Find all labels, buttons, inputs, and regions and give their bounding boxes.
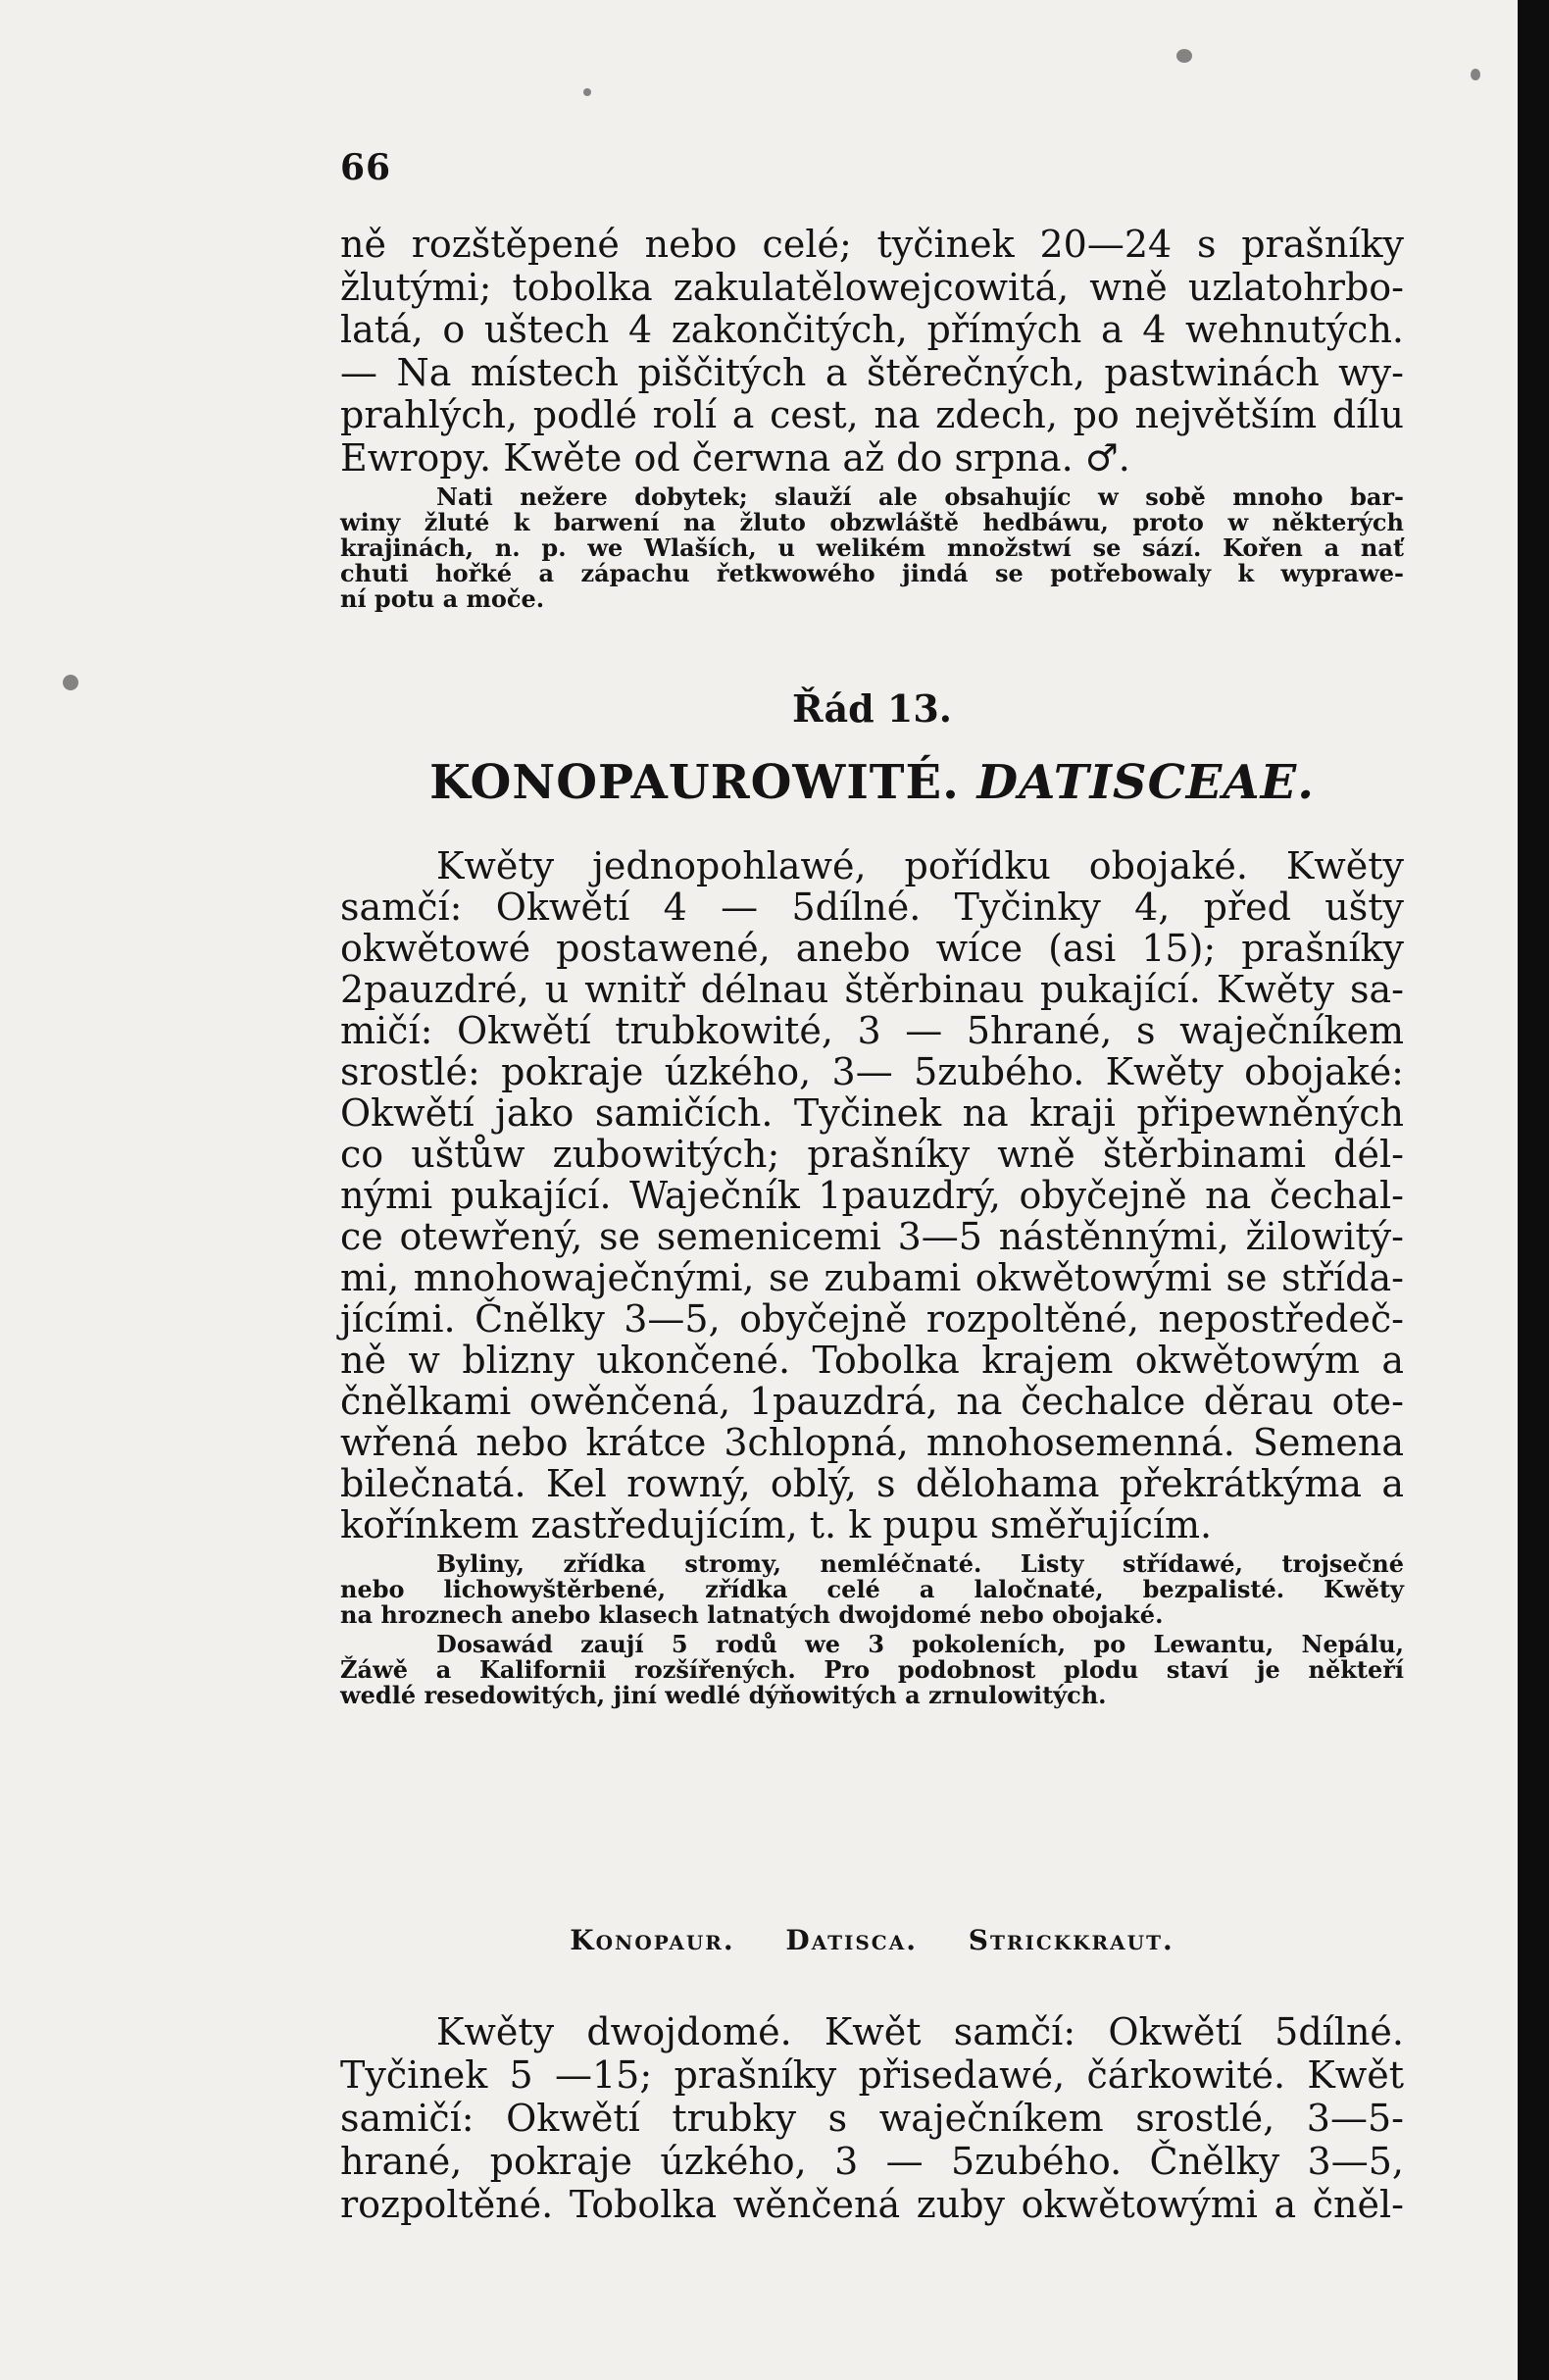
- text-line: Nati nežere dobytek; slauží ale obsahujíc w sobě mnoho bar-: [436, 482, 1404, 511]
- text-line: ce otewřený, se semenicemi 3—5 nástěnnými, žilowitý-: [340, 1215, 1404, 1258]
- text-line: samčí: Okwětí 4 — 5dílné. Tyčinky 4, před ušty: [340, 886, 1404, 929]
- text-line: Ewropy. Kwěte od čerwna až do srpna. ♂.: [340, 435, 1130, 480]
- text-line: Žáwě a Kalifornii rozšířených. Pro podobnost plodu staví je někteří: [340, 1655, 1404, 1684]
- text-line: Dosawád zaují 5 rodů we 3 pokoleních, po Lewantu, Nepálu,: [436, 1630, 1404, 1658]
- paragraph-family-description: [340, 845, 1404, 1545]
- text-line: čnělkami owěnčená, 1pauzdrá, na čechalce děrau ote-: [340, 1380, 1404, 1423]
- text-line: prahlých, podlé rolí a cest, na zdech, po největším dílu: [340, 393, 1404, 436]
- page-number: 66: [340, 147, 392, 188]
- text-line: 2pauzdré, u wnitř délnau štěrbinau pukající. Kwěty sa-: [340, 968, 1404, 1011]
- text-line: chuti hořké a zápachu řetkwowého jindá se potřebowaly k wyprawe-: [340, 559, 1404, 587]
- paper-speck: [1471, 69, 1480, 80]
- text-line: latá, o uštech 4 zakončitých, přímých a 4 wehnutých.: [340, 308, 1404, 351]
- text-line: — Na místech piščitých a štěrečných, pastwinách wy-: [340, 350, 1404, 394]
- text-line: Tyčinek 5 —15; prašníky přisedawé, čárkowité. Kwět: [340, 2053, 1404, 2097]
- text-line: bilečnatá. Kel rowný, oblý, s dělohama překrátkýma a: [340, 1462, 1404, 1505]
- genus-name-latin: Datisca.: [785, 1924, 918, 1956]
- text-line: wedlé resedowitých, jiní wedlé dýňowitých a zrnulowitých.: [340, 1681, 1107, 1709]
- text-line: nebo lichowyštěrbené, zřídka celé a laločnaté, bezpalisté. Kwěty: [340, 1575, 1404, 1603]
- text-line: Kwěty jednopohlawé, pořídku obojaké. Kwěty: [436, 844, 1404, 887]
- text-line: hrané, pokraje úzkého, 3 — 5zubého. Čnělky 3—5,: [340, 2140, 1404, 2183]
- text-line: žlutými; tobolka zakulatělowejcowitá, wně uzlatohrbo-: [340, 265, 1404, 309]
- paper-speck: [583, 88, 591, 96]
- text-line: kořínkem zastředujícím, t. k pupu směřujícím.: [340, 1503, 1213, 1546]
- text-line: na hroznech anebo klasech latnatých dwojdomé nebo obojaké.: [340, 1600, 1164, 1629]
- genus-name-czech: Konopaur.: [570, 1924, 735, 1956]
- paper-speck: [1176, 49, 1192, 63]
- text-line: Byliny, zřídka stromy, nemléčnaté. Listy střídawé, trojsečné: [436, 1549, 1404, 1578]
- text-line: krajinách, n. p. we Wlaších, u welikém množstwí se sází. Kořen a nať: [340, 533, 1404, 562]
- paragraph-species-description: [340, 224, 1404, 480]
- genus-heading: [340, 1924, 1404, 1956]
- text-line: Okwětí jako samičích. Tyčinek na kraji připewněných: [340, 1091, 1404, 1135]
- text-line: samičí: Okwětí trubky s waječníkem srostlé, 3—5-: [340, 2097, 1404, 2140]
- text-line: srostlé: pokraje úzkého, 3— 5zubého. Kwěty obojaké:: [340, 1050, 1404, 1093]
- text-line: ní potu a moče.: [340, 584, 545, 613]
- text-line: okwětowé postawené, anebo wíce (asi 15); prašníky: [340, 927, 1404, 970]
- text-line: winy žluté k barwení na žluto obzwláště hedbáwu, proto w některých: [340, 508, 1404, 536]
- text-line: mi, mnohowaječnými, se zubami okwětowými se střída-: [340, 1256, 1404, 1299]
- text-line: nými pukající. Waječník 1pauzdrý, obyčejně na čechal-: [340, 1174, 1404, 1217]
- family-heading: [340, 755, 1404, 810]
- genus-name-german: Strickkraut.: [968, 1924, 1174, 1956]
- text-line: jícími. Čnělky 3—5, obyčejně rozpoltěné, nepostředeč-: [340, 1297, 1404, 1341]
- paragraph-genus-description: [340, 2010, 1404, 2226]
- note-usage: [340, 484, 1404, 612]
- order-heading: Řád 13.: [792, 686, 952, 731]
- family-name-czech: KONOPAUROWITÉ.: [429, 755, 960, 810]
- text-line: mičí: Okwětí trubkowité, 3 — 5hrané, s waječníkem: [340, 1009, 1404, 1052]
- paper-speck: [63, 675, 78, 690]
- scan-edge: [1518, 0, 1549, 2380]
- note-habit: [340, 1551, 1404, 1628]
- text-line: rozpoltěné. Tobolka wěnčená zuby okwětowými a čněl-: [340, 2183, 1404, 2226]
- text-line: Kwěty dwojdomé. Kwět samčí: Okwětí 5dílné.: [436, 2010, 1404, 2053]
- text-line: co uštůw zubowitých; prašníky wně štěrbinami dél-: [340, 1133, 1404, 1176]
- note-distribution: [340, 1632, 1404, 1708]
- text-line: wřená nebo krátce 3chlopná, mnohosemenná. Semena: [340, 1421, 1404, 1464]
- text-line: ně rozštěpené nebo celé; tyčinek 20—24 s prašníky: [340, 223, 1404, 266]
- text-line: ně w blizny ukončené. Tobolka krajem okwětowým a: [340, 1339, 1404, 1382]
- family-name-latin: DATISCEAE.: [976, 755, 1315, 810]
